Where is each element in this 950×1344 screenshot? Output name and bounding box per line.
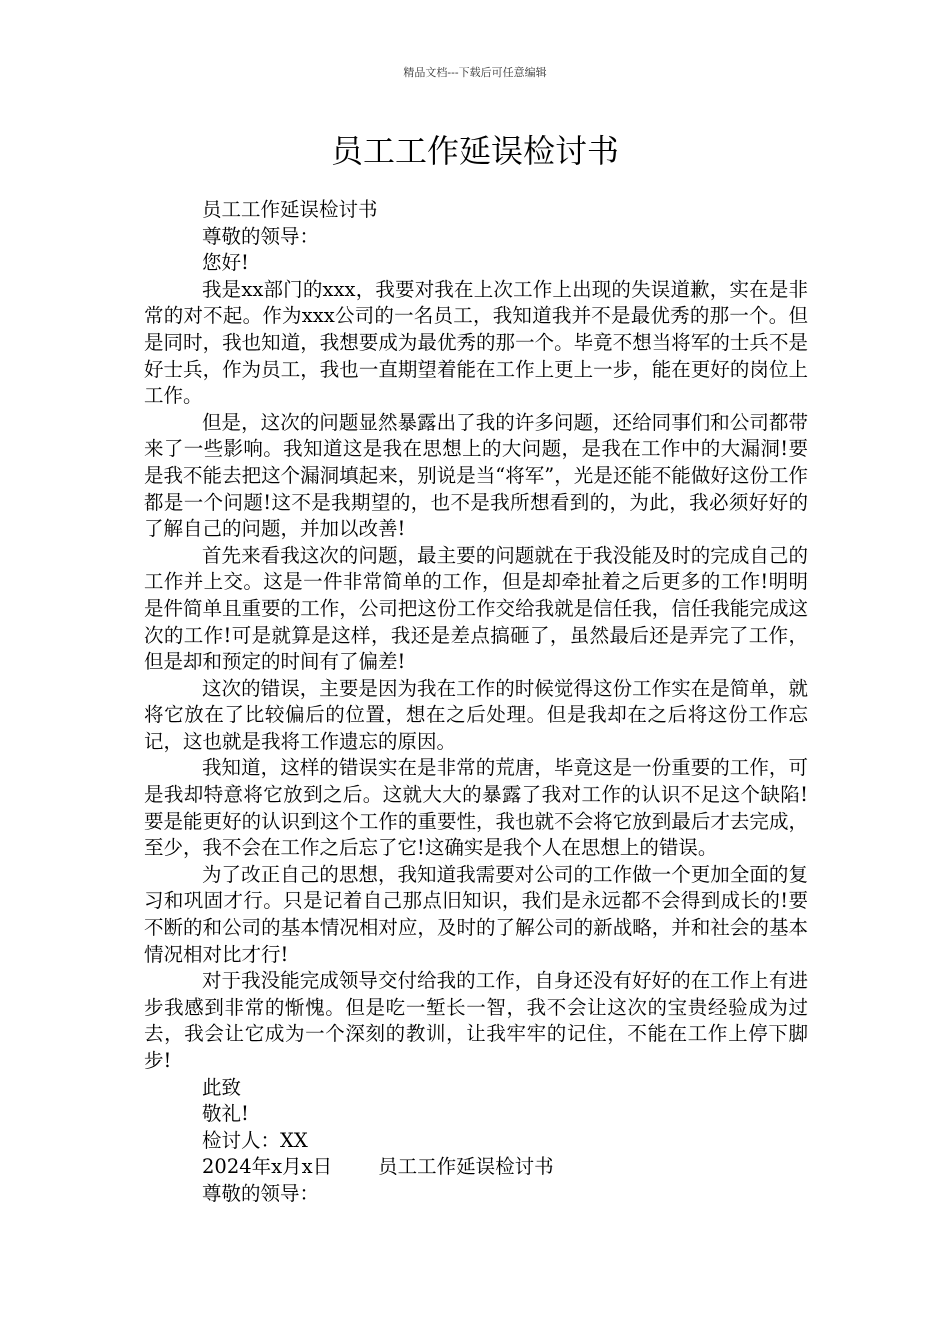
next-document-title: 员工工作延误检讨书 (378, 1155, 554, 1179)
page-header-watermark: 精品文档---下载后可任意编辑 (403, 66, 547, 79)
next-salutation: 尊敬的领导： (202, 1181, 320, 1205)
body-paragraph: 这次的错误，主要是因为我在工作的时候觉得这份工作实在是简单，就将它放在了比较偏后的位置，想在之后处理。但是我却在之后将这份工作忘记，这也就是我将工作遗忘的原因。 (144, 676, 808, 753)
regards-line: 敬礼! (202, 1102, 249, 1126)
body-paragraph: 为了改正自己的思想，我知道我需要对公司的工作做一个更加全面的复习和巩固才行。只是记着自己那点旧知识，我们是永远都不会得到成长的!要不断的和公司的基本情况相对应，及时的了解公司的新战略，并和社会的基本情况相对比才行! (144, 862, 808, 966)
document-title: 员工工作延误检讨书 (330, 132, 619, 170)
body-paragraph: 首先来看我这次的问题，最主要的问题就在于我没能及时的完成自己的工作并上交。这是一件非常简单的工作，但是却牵扯着之后更多的工作!明明是件简单且重要的工作，公司把这份工作交给我就是信任我，信任我能完成这次的工作!可是就算是这样，我还是差点搞砸了，虽然最后还是弄完了工作，但是却和预定的时间有了偏差! (144, 543, 808, 674)
body-paragraph: 我是xx部门的xxx，我要对我在上次工作上出现的失误道歉，实在是非常的对不起。作为xxx公司的一名员工，我知道我并不是最优秀的那一个。但是同时，我也知道，我想要成为最优秀的那一个。毕竟不想当将军的士兵不是好士兵，作为员工，我也一直期望着能在工作上更上一步，能在更好的岗位上工作。 (144, 277, 808, 408)
body-paragraph: 我知道，这样的错误实在是非常的荒唐，毕竟这是一份重要的工作，可是我却特意将它放到之后。这就大大的暴露了我对工作的认识不足这个缺陷!要是能更好的认识到这个工作的重要性，我也就不会将它放到最后才去完成，至少，我不会在工作之后忘了它!这确实是我个人在思想上的错误。 (144, 756, 808, 860)
salutation: 尊敬的领导： (202, 224, 320, 248)
document-body (144, 197, 808, 1208)
date-text: 2024年x月x日 (202, 1155, 333, 1179)
date-line (144, 1154, 808, 1181)
signature-line: 检讨人：XX (202, 1128, 308, 1152)
body-paragraph: 但是，这次的问题显然暴露出了我的许多问题，还给同事们和公司都带来了一些影响。我知道这是我在思想上的大问题，是我在工作中的大漏洞!要是我不能去把这个漏洞填起来，别说是当“将军”，光是还能不能做好这份工作都是一个问题!这不是我期望的，也不是我所想看到的，为此，我必须好好的了解自己的问题，并加以改善! (144, 410, 808, 541)
greeting: 您好! (202, 251, 249, 275)
body-paragraph: 对于我没能完成领导交付给我的工作，自身还没有好好的在工作上有进步我感到非常的惭愧。但是吃一堑长一智，我不会让这次的宝贵经验成为过去，我会让它成为一个深刻的教训，让我牢牢的记住，不能在工作上停下脚步! (144, 969, 808, 1072)
closing-line: 此致 (202, 1075, 242, 1099)
document-subtitle: 员工工作延误检讨书 (202, 198, 378, 221)
